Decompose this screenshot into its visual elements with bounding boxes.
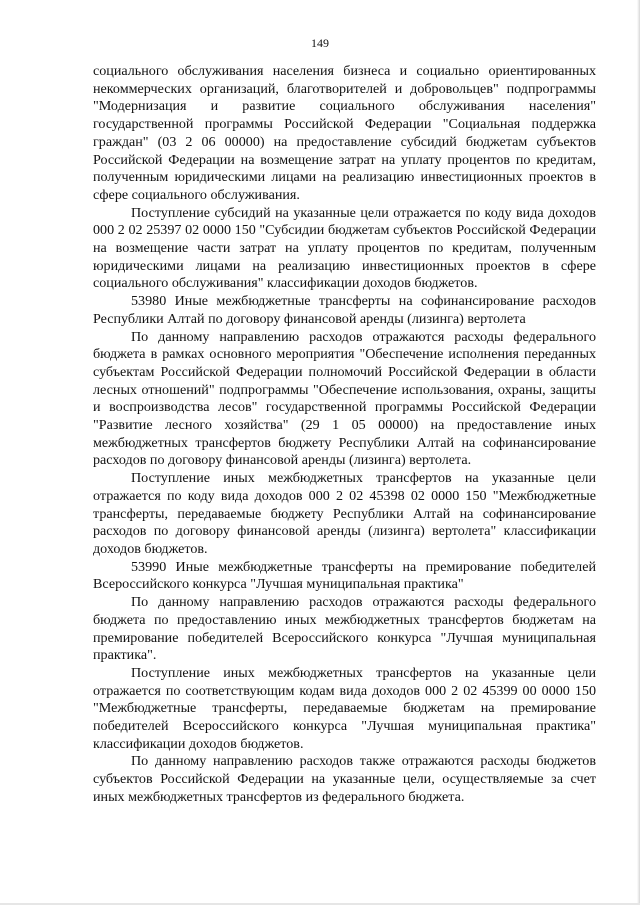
paragraph-subsidy-receipt: Поступление субсидий на указанные цели отражается по коду вида доходов 000 2 02 25397 02 0000 150 "Субсидии бюджетам субъектов Российской Федерации на возмещение части затрат на уплату процентов по кредитам, полученным юридическими лицами на реализацию инвестиционных проектов в сфере социального обслуживания" классификации доходов бюджетов. (93, 204, 596, 292)
paragraph-53990-expenses: По данному направлению расходов отражаются расходы федерального бюджета по предоставлению иных межбюджетных трансфертов бюджетам на премирование победителей Всероссийского конкурса "Лучшая муниципальная практика". (93, 594, 596, 664)
section-heading-53980: 53980 Иные межбюджетные трансферты на софинансирование расходов Республики Алтай по договору финансовой аренды (лизинга) вертолета (93, 293, 596, 327)
paragraph-53980-expenses: По данному направлению расходов отражаются расходы федерального бюджета в рамках основного мероприятия "Обеспечение исполнения переданных субъектам Российской Федерации полномочий Российской Федерации в области лесных отношений" подпрограммы "Обеспечение использования, охраны, защиты и воспроизводства лесов" государственной программы Российской Федерации "Развитие лесного хозяйства" (29 1 05 00000) на предоставление иных межбюджетных трансфертов бюджету Республики Алтай на софинансирование расходов по договору финансовой аренды (лизинга) вертолета. (93, 328, 596, 469)
paragraph-53990-regional: По данному направлению расходов также отражаются расходы бюджетов субъектов Российской Федерации на указанные цели, осуществляемые за счет иных межбюджетных трансфертов из федерального бюджета. (93, 753, 596, 805)
page-number: 149 (311, 36, 329, 50)
section-heading-53990: 53990 Иные межбюджетные трансферты на премирование победителей Всероссийского конкурса "Лучшая муниципальная практика" (93, 558, 596, 593)
paragraph-53980-receipt: Поступление иных межбюджетных трансфертов на указанные цели отражается по коду вида доходов 000 2 02 45398 02 0000 150 "Межбюджетные трансферты, передаваемые бюджету Республики Алтай на софинансирование расходов по договору финансовой аренды (лизинга) вертолета" классификации доходов бюджетов. (93, 470, 596, 557)
paragraph-53990-receipt: Поступление иных межбюджетных трансфертов на указанные цели отражается по соответствующим кодам вида доходов 000 2 02 45399 00 0000 150 "Межбюджетные трансферты, передаваемые бюджетам на премирование победителей Всероссийского конкурса "Лучшая муниципальная практика" классификации доходов бюджетов. (93, 664, 596, 752)
paragraph-continuation: социального обслуживания населения бизнеса и социально ориентированных некоммерческих организаций, благотворителей и добровольцев" подпрограммы "Модернизация и развитие социального обслуживания населения" государственной программы Российской Федерации "Социальная поддержка граждан" (03 2 06 00000) на предоставление субсидий бюджетам субъектов Российской Федерации на возмещение затрат на уплату процентов по кредитам, полученным юридическими лицами на реализацию инвестиционных проектов в сфере социального обслуживания. (93, 63, 596, 203)
document-body (93, 63, 596, 807)
